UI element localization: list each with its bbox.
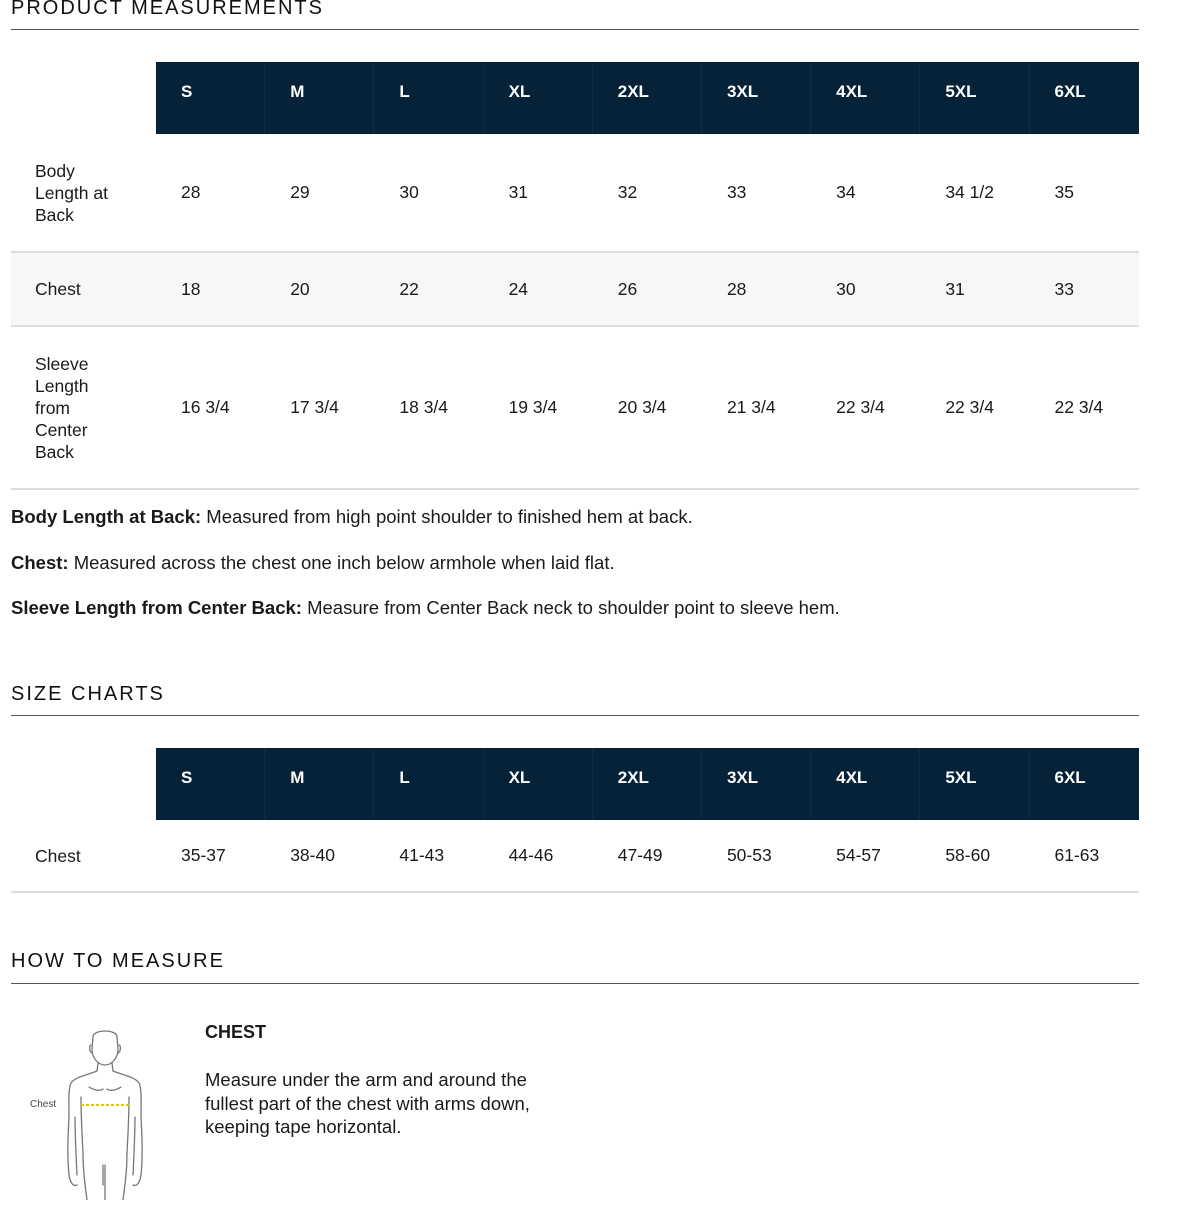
- table-cell: 44-46: [508, 845, 554, 865]
- table-cell: 61-63: [1054, 845, 1100, 865]
- size-header-5xl: 5XL: [920, 62, 1029, 134]
- table-cell: 22 3/4: [836, 397, 885, 417]
- note-term: Sleeve Length from Center Back:: [11, 597, 302, 618]
- table-cell: 20 3/4: [617, 397, 667, 417]
- table-cell: 50-53: [726, 845, 772, 865]
- table-cell: 47-49: [617, 845, 663, 865]
- size-header-2xl: 2XL: [593, 62, 702, 134]
- size-header-2xl: 2XL: [593, 748, 702, 820]
- size-header-m: M: [265, 748, 374, 820]
- size-header-3xl: 3XL: [702, 62, 811, 134]
- row-label-body-length: Body Length at Back: [35, 160, 108, 225]
- note-text: Measure from Center Back neck to shoulder point to sleeve hem.: [301, 597, 840, 618]
- size-header-s: S: [156, 62, 265, 134]
- table-cell: 32: [617, 182, 638, 202]
- table-row: [11, 134, 1139, 253]
- table-row: [11, 820, 1139, 893]
- measurement-notes: [11, 505, 1139, 642]
- table-cell: 33: [726, 182, 747, 202]
- size-header-4xl: 4XL: [811, 748, 920, 820]
- table-cell: 21 3/4: [726, 397, 776, 417]
- table-cell: 31: [945, 278, 965, 299]
- table-cell: 30: [836, 278, 856, 299]
- size-header-6xl: 6XL: [1054, 768, 1086, 787]
- table-cell: 16 3/4: [181, 397, 230, 417]
- table-cell: 33: [1054, 278, 1074, 299]
- size-header-xl: XL: [484, 62, 593, 134]
- table-cell: 35-37: [181, 845, 226, 865]
- table-cell: 54-57: [836, 845, 881, 865]
- row-label-chest: Chest: [35, 279, 81, 299]
- table-cell: 26: [617, 278, 638, 299]
- table-cell: 24: [508, 278, 529, 299]
- product-measurements-title: PRODUCT MEASUREMENTS: [11, 0, 324, 19]
- table-cell: 17 3/4: [290, 397, 339, 417]
- size-charts-header: [156, 748, 1139, 820]
- table-cell: 28: [181, 182, 201, 202]
- product-measurements-header: [156, 62, 1139, 134]
- size-header-3xl: 3XL: [702, 748, 811, 820]
- table-cell: 18: [181, 278, 201, 299]
- table-row: [11, 253, 1139, 327]
- measure-heading: CHEST: [205, 1022, 267, 1042]
- note-text: Measured from high point shoulder to finished hem at back.: [201, 506, 693, 527]
- table-cell: 29: [290, 182, 310, 202]
- size-header-5xl: 5XL: [920, 748, 1029, 820]
- how-to-measure-title: HOW TO MEASURE: [11, 950, 225, 972]
- table-cell: 19 3/4: [508, 397, 558, 417]
- table-cell: 18 3/4: [399, 397, 449, 417]
- note-term: Body Length at Back:: [11, 506, 202, 527]
- table-cell: 28: [726, 278, 747, 299]
- note-term: Chest:: [11, 551, 69, 573]
- table-cell: 22 3/4: [1054, 397, 1104, 417]
- table-cell: 34: [836, 182, 856, 202]
- table-cell: 22 3/4: [945, 397, 994, 417]
- section-divider: [11, 715, 1139, 716]
- row-label-chest: Chest: [35, 845, 81, 866]
- table-row: [11, 327, 1139, 490]
- figure-chest-label: Chest: [30, 1099, 57, 1110]
- size-header-l: L: [374, 748, 483, 820]
- size-header-m: M: [265, 62, 374, 134]
- person-outline-icon: [25, 1025, 175, 1200]
- table-cell: 35: [1054, 182, 1074, 202]
- table-cell: 31: [508, 182, 529, 202]
- size-charts-title: SIZE CHARTS: [11, 683, 165, 705]
- row-label-sleeve-length: Sleeve Length from Center Back: [35, 353, 89, 462]
- table-cell: 30: [399, 182, 419, 202]
- table-cell: 20: [290, 278, 310, 299]
- section-divider: [11, 983, 1139, 984]
- section-divider: [11, 29, 1139, 30]
- table-cell: 22: [399, 278, 419, 299]
- note-chest: [11, 551, 1139, 574]
- measure-instructions: Measure under the arm and around the fullest part of the chest with arms down, keeping tape horizontal.: [205, 1069, 530, 1137]
- note-sleeve-length: [11, 596, 1139, 619]
- body-outline-figure: [25, 1025, 175, 1200]
- table-cell: 34 1/2: [945, 182, 994, 202]
- size-header-6xl: 6XL: [1054, 82, 1086, 101]
- size-header-s: S: [156, 748, 265, 820]
- size-header-4xl: 4XL: [811, 62, 920, 134]
- table-cell: 41-43: [399, 845, 445, 865]
- size-header-xl: XL: [484, 748, 593, 820]
- note-text: Measured across the chest one inch below armhole when laid flat.: [68, 551, 615, 573]
- table-cell: 58-60: [945, 845, 991, 865]
- table-cell: 38-40: [290, 845, 335, 865]
- note-body-length: [11, 505, 1139, 528]
- size-header-l: L: [374, 62, 483, 134]
